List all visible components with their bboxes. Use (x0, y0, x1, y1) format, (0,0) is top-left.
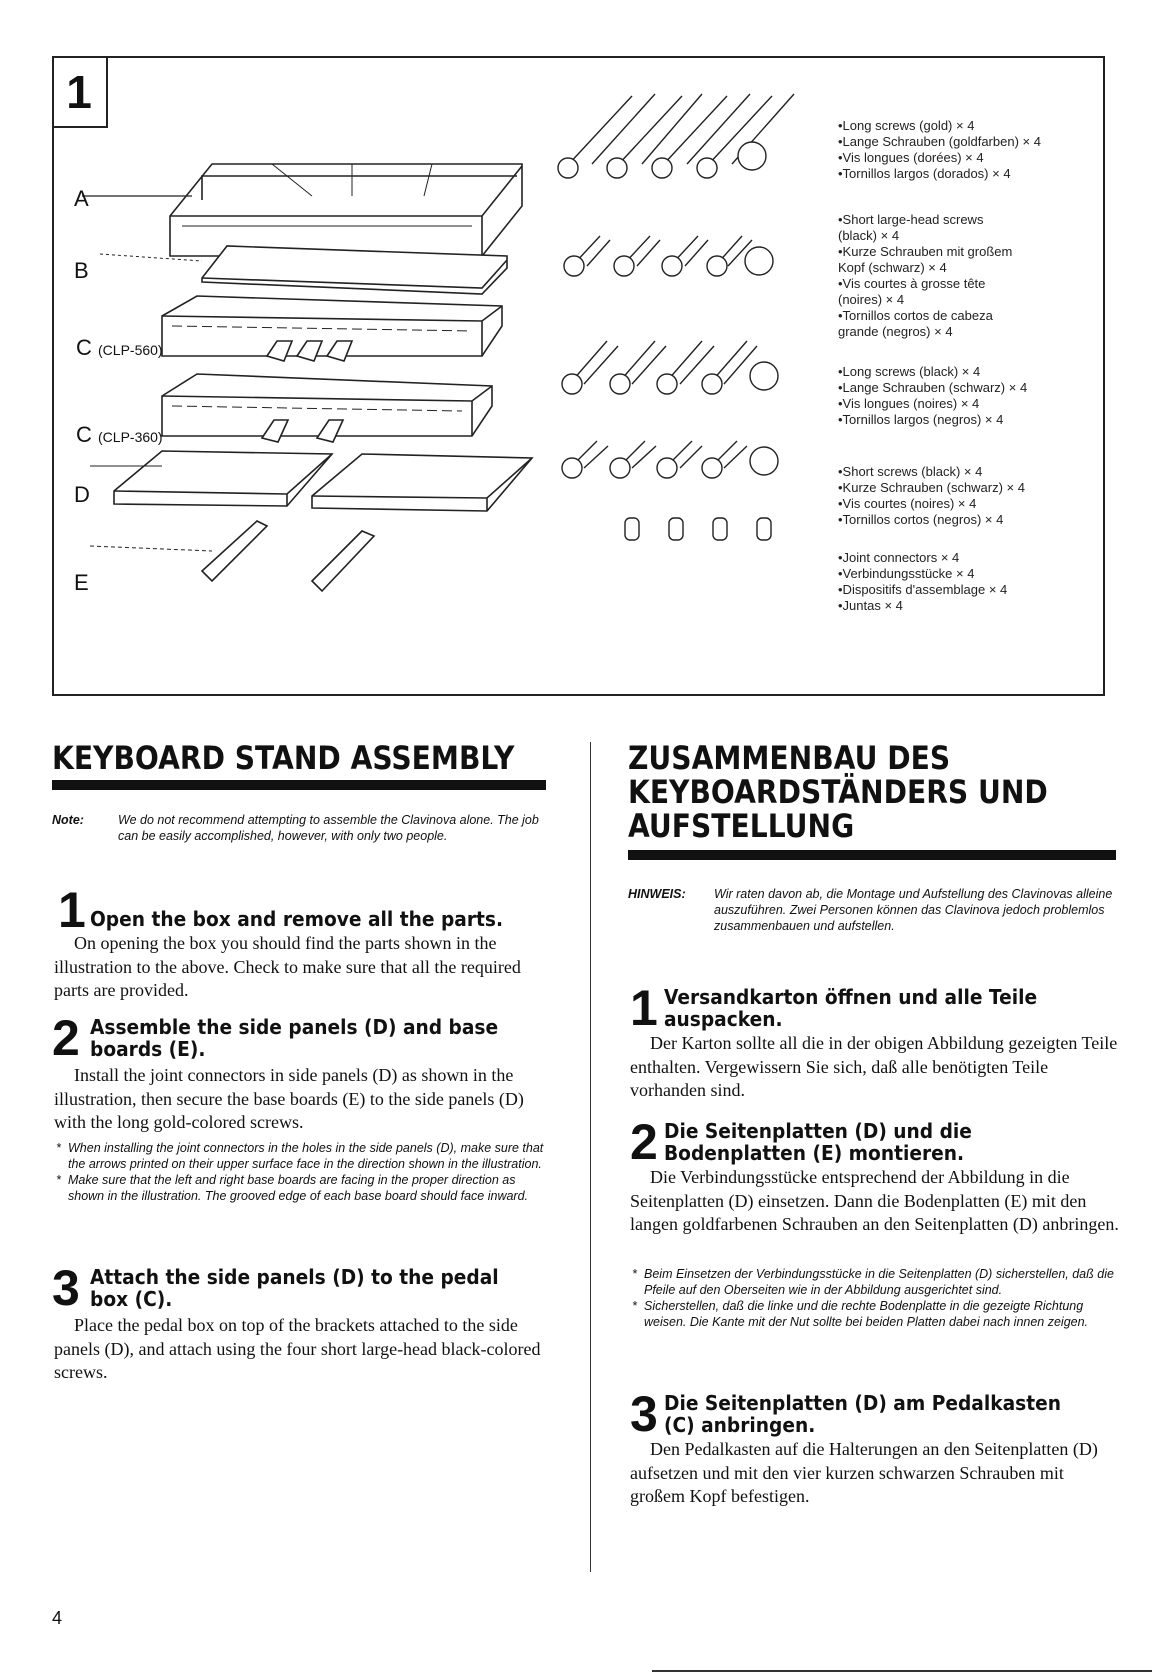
en-bullet-list (54, 1140, 544, 1204)
en-step-3-title: Attach the side panels (D) to the pedal box (C). (90, 1265, 499, 1311)
de-step-3-text: Den Pedalkasten auf die Halterungen an den Seitenplatten (D) aufsetzen und mit den vier kurzen schwarzen Schrauben mit großem Kopf befestigen. (630, 1439, 1098, 1506)
parts-spec-3: •Long screws (black) × 4 •Lange Schrauben (schwarz) × 4 •Vis longues (noires) × 4 •Tornillos largos (negros) × 4 (838, 364, 1028, 427)
label-c2-model: (CLP-360) (98, 429, 163, 445)
german-heading-line-1: ZUSAMMENBAU DES (628, 739, 951, 777)
en-bullet-2: * Make sure that the left and right base boards are facing in the proper direction as shown in the illustration. The grooved edge of each base board should face inward. (56, 1173, 529, 1203)
en-step-1-number: 1 (58, 882, 86, 938)
parts-spec-2: •Short large-head screws (black) × 4 •Kurze Schrauben mit großem Kopf (schwarz) × 4 •Vis courtes à grosse tête (noires) × 4 •Tornillos cortos de cabeza grande (negros) × 4 (838, 212, 1013, 339)
side-panels-part-d (90, 451, 532, 511)
short-black-screws (562, 441, 778, 478)
de-bullet-list (630, 1266, 1118, 1330)
label-c1: C (CLP-560) (76, 335, 163, 360)
parts-spec-1: •Long screws (gold) × 4 •Lange Schrauben (goldfarben) × 4 •Vis longues (dorées) × 4 •Tornillos largos (dorados) × 4 (838, 118, 1041, 181)
pedal-box-clp360 (162, 374, 492, 442)
base-boards-part-e (90, 521, 374, 591)
german-heading-line-2: KEYBOARDSTÄNDERS UND (628, 773, 1048, 811)
en-step-1-text: On opening the box you should find the parts shown in the illustration to the above. Check to make sure that all the required parts are provided. (54, 933, 521, 1000)
de-bullet-1: * Beim Einsetzen der Verbindungsstücke in die Seitenplatten (D) sicherstellen, daß die Pfeile auf den Oberseiten wie in der Abbildung ausgerichtet sind. (632, 1267, 1114, 1297)
german-heading-line-3: AUFSTELLUNG (628, 807, 855, 845)
de-bullet-2: * Sicherstellen, daß die linke und die rechte Bodenplatte in die gezeigte Richtung weisen. Die Kante mit der Nut sollte bei beiden Platten dabei nach innen zeigen. (632, 1299, 1089, 1329)
en-bullet-1: * When installing the joint connectors in the holes in the side panels (D), make sure that the arrows printed on their upper surface face in the direction shown in the illustration. (56, 1141, 544, 1171)
en-step-3-text: Place the pedal box on top of the brackets attached to the side panels (D), and attach using the four short large-head black-colored screws. (54, 1315, 541, 1382)
english-heading: KEYBOARD STAND ASSEMBLY (52, 739, 515, 777)
de-step-2-title: Die Seitenplatten (D) und die Bodenplatten (E) montieren. (664, 1119, 972, 1165)
german-note: HINWEIS: Wir raten davon ab, die Montage und Aufstellung des Clavinovas alleine auszuführen. Zwei Personen können das Clavinova jedoch problemlos zusammenbauen und aufstellen. (628, 887, 1113, 933)
english-heading-rule (52, 780, 546, 790)
de-step-3-title: Die Seitenplatten (D) am Pedalkasten (C) anbringen. (664, 1391, 1061, 1437)
joint-connectors (625, 518, 771, 540)
de-step-2-text: Die Verbindungsstücke entsprechend der Abbildung in die Seitenplatten (D) einsetzen. Dann die Bodenplatten (E) mit den langen goldfarbenen Schrauben an den Seitenplatten (D) anbringen. (630, 1167, 1119, 1234)
en-step-2-title: Assemble the side panels (D) and base boards (E). (90, 1015, 499, 1061)
page-number: 4 (52, 1608, 63, 1628)
keyboard-part-a (82, 164, 522, 256)
screws-drawing (558, 94, 794, 540)
bottom-rule (652, 1670, 1152, 1672)
en-step-2-text: Install the joint connectors in side panels (D) as shown in the illustration, then secure the base boards (E) to the side panels (D) with the long gold-colored screws. (54, 1065, 524, 1132)
de-step-1-text: Der Karton sollte all die in der obigen Abbildung gezeigten Teile enthalten. Vergewissern Sie sich, daß alle benötigten Teile vorhanden sind. (630, 1033, 1118, 1100)
short-large-head-screws (564, 236, 773, 276)
en-step-2-number: 2 (52, 1010, 80, 1066)
column-divider (590, 742, 591, 1572)
label-d: D (74, 482, 90, 507)
bracket-part-b (100, 246, 507, 294)
parts-spec-5: •Joint connectors × 4 •Verbindungsstücke × 4 •Dispositifs d'assemblage × 4 •Juntas × 4 (838, 550, 1008, 613)
long-black-screws (562, 341, 778, 394)
en-step-3-number: 3 (52, 1260, 80, 1316)
en-step-1-title: Open the box and remove all the parts. (90, 907, 504, 931)
label-b: B (74, 258, 89, 283)
english-note: Note: We do not recommend attempting to assemble the Clavinova alone. The job can be easily accomplished, however, with only two people. (52, 813, 539, 843)
figure-number: 1 (52, 56, 108, 128)
label-e: E (74, 570, 89, 595)
pedal-box-clp560 (162, 296, 502, 361)
parts-spec-4: •Short screws (black) × 4 •Kurze Schrauben (schwarz) × 4 •Vis courtes (noires) × 4 •Tornillos cortos (negros) × 4 (838, 464, 1025, 527)
label-c1-model: (CLP-560) (98, 342, 163, 358)
de-step-3-number: 3 (630, 1386, 658, 1442)
de-step-2-number: 2 (630, 1114, 658, 1170)
german-heading-rule (628, 850, 1116, 860)
label-a: A (74, 186, 89, 211)
long-gold-screws (558, 94, 794, 178)
label-c2: C (CLP-360) (76, 422, 163, 447)
de-step-1-number: 1 (630, 980, 658, 1036)
de-step-1-title: Versandkarton öffnen und alle Teile auspacken. (664, 985, 1038, 1031)
